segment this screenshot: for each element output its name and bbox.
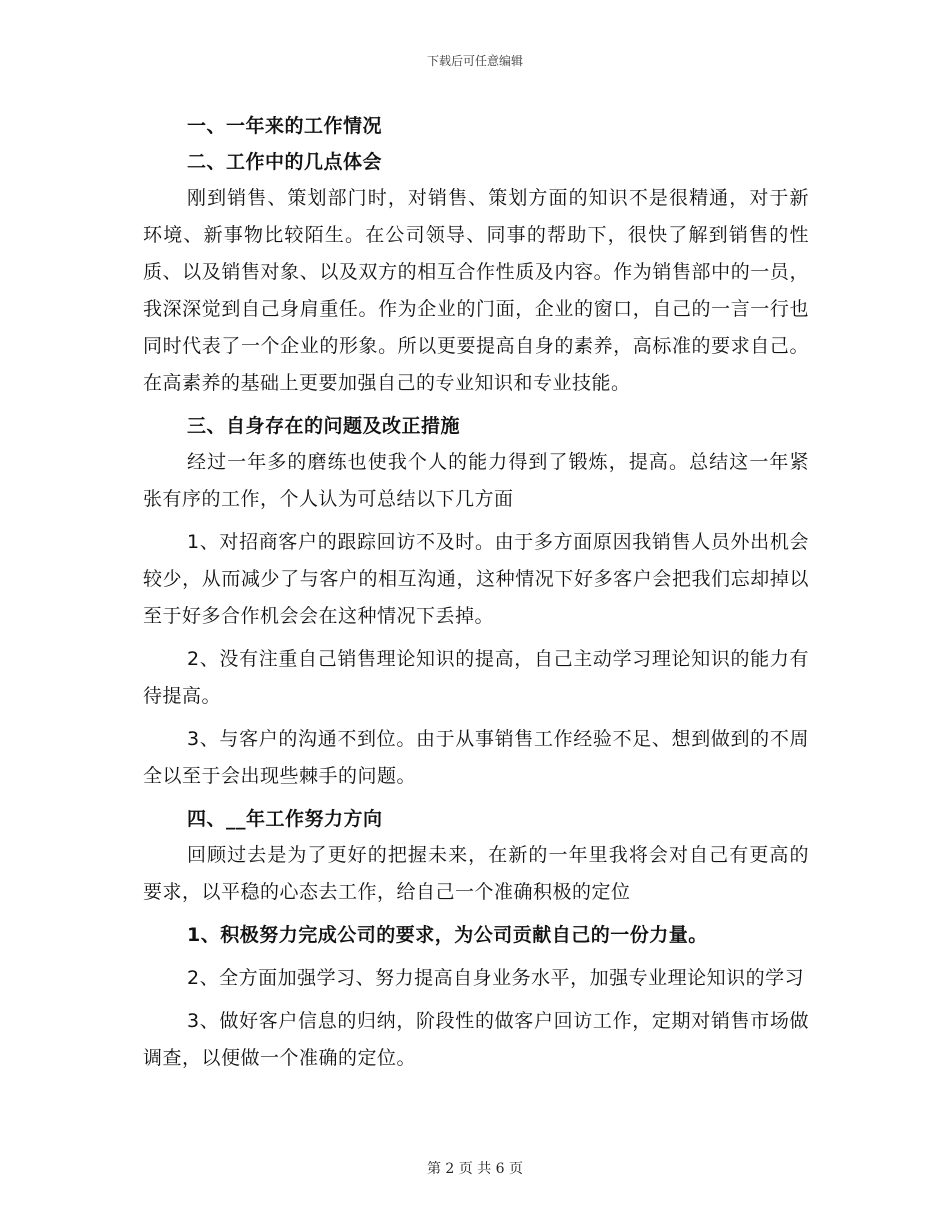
paragraph-goal-3: 3、做好客户信息的归纳，阶段性的做客户回访工作，定期对销售市场做调查，以便做一个准确的定位。 — [143, 1010, 809, 1069]
paragraph-goal-1: 1、积极努力完成公司的要求，为公司贡献自己的一份力量。 — [187, 924, 708, 946]
paragraph-problem-1: 1、对招商客户的跟踪回访不及时。由于多方面原因我销售人员外出机会较少，从而减少了与客户的相互沟通，这种情况下好多客户会把我们忘却掉以至于好多合作机会会在这种情况下丢掉。 — [143, 531, 809, 627]
paragraph-problem-2: 2、没有注重自己销售理论知识的提高，自己主动学习理论知识的能力有待提高。 — [143, 648, 809, 707]
document-body — [143, 108, 809, 1077]
paragraph-problems-intro: 经过一年多的磨练也使我个人的能力得到了锻炼，提高。总结这一年紧张有序的工作，个人认为可总结以下几方面 — [143, 451, 809, 510]
page-header: 下载后可任意编辑 — [426, 54, 523, 68]
section-heading-experience: 二、工作中的几点体会 — [187, 151, 383, 173]
section-heading-work-status: 一、一年来的工作情况 — [187, 115, 383, 137]
section-heading-direction: 四、__年工作努力方向 — [187, 808, 383, 830]
paragraph-direction-intro: 回顾过去是为了更好的把握未来，在新的一年里我将会对自己有更高的要求，以平稳的心态去工作，给自己一个准确积极的定位 — [143, 844, 809, 903]
paragraph-goal-2: 2、全方面加强学习、努力提高自身业务水平，加强专业理论知识的学习 — [187, 967, 805, 989]
paragraph-experience: 刚到销售、策划部门时，对销售、策划方面的知识不是很精通，对于新环境、新事物比较陌生。在公司领导、同事的帮助下，很快了解到销售的性质、以及销售对象、以及双方的相互合作性质及内容。作为销售部中的一员，我深深觉到自己身肩重任。作为企业的门面，企业的窗口，自己的一言一行也同时代表了一个企业的形象。所以更要提高自身的素养，高标准的要求自己。在高素养的基础上更要加强自己的专业知识和专业技能。 — [143, 187, 809, 394]
page-footer: 第 2 页 共 6 页 — [426, 1161, 524, 1177]
paragraph-problem-3: 3、与客户的沟通不到位。由于从事销售工作经验不足、想到做到的不周全以至于会出现些棘手的问题。 — [143, 728, 809, 787]
section-heading-problems: 三、自身存在的问题及改正措施 — [187, 415, 461, 437]
